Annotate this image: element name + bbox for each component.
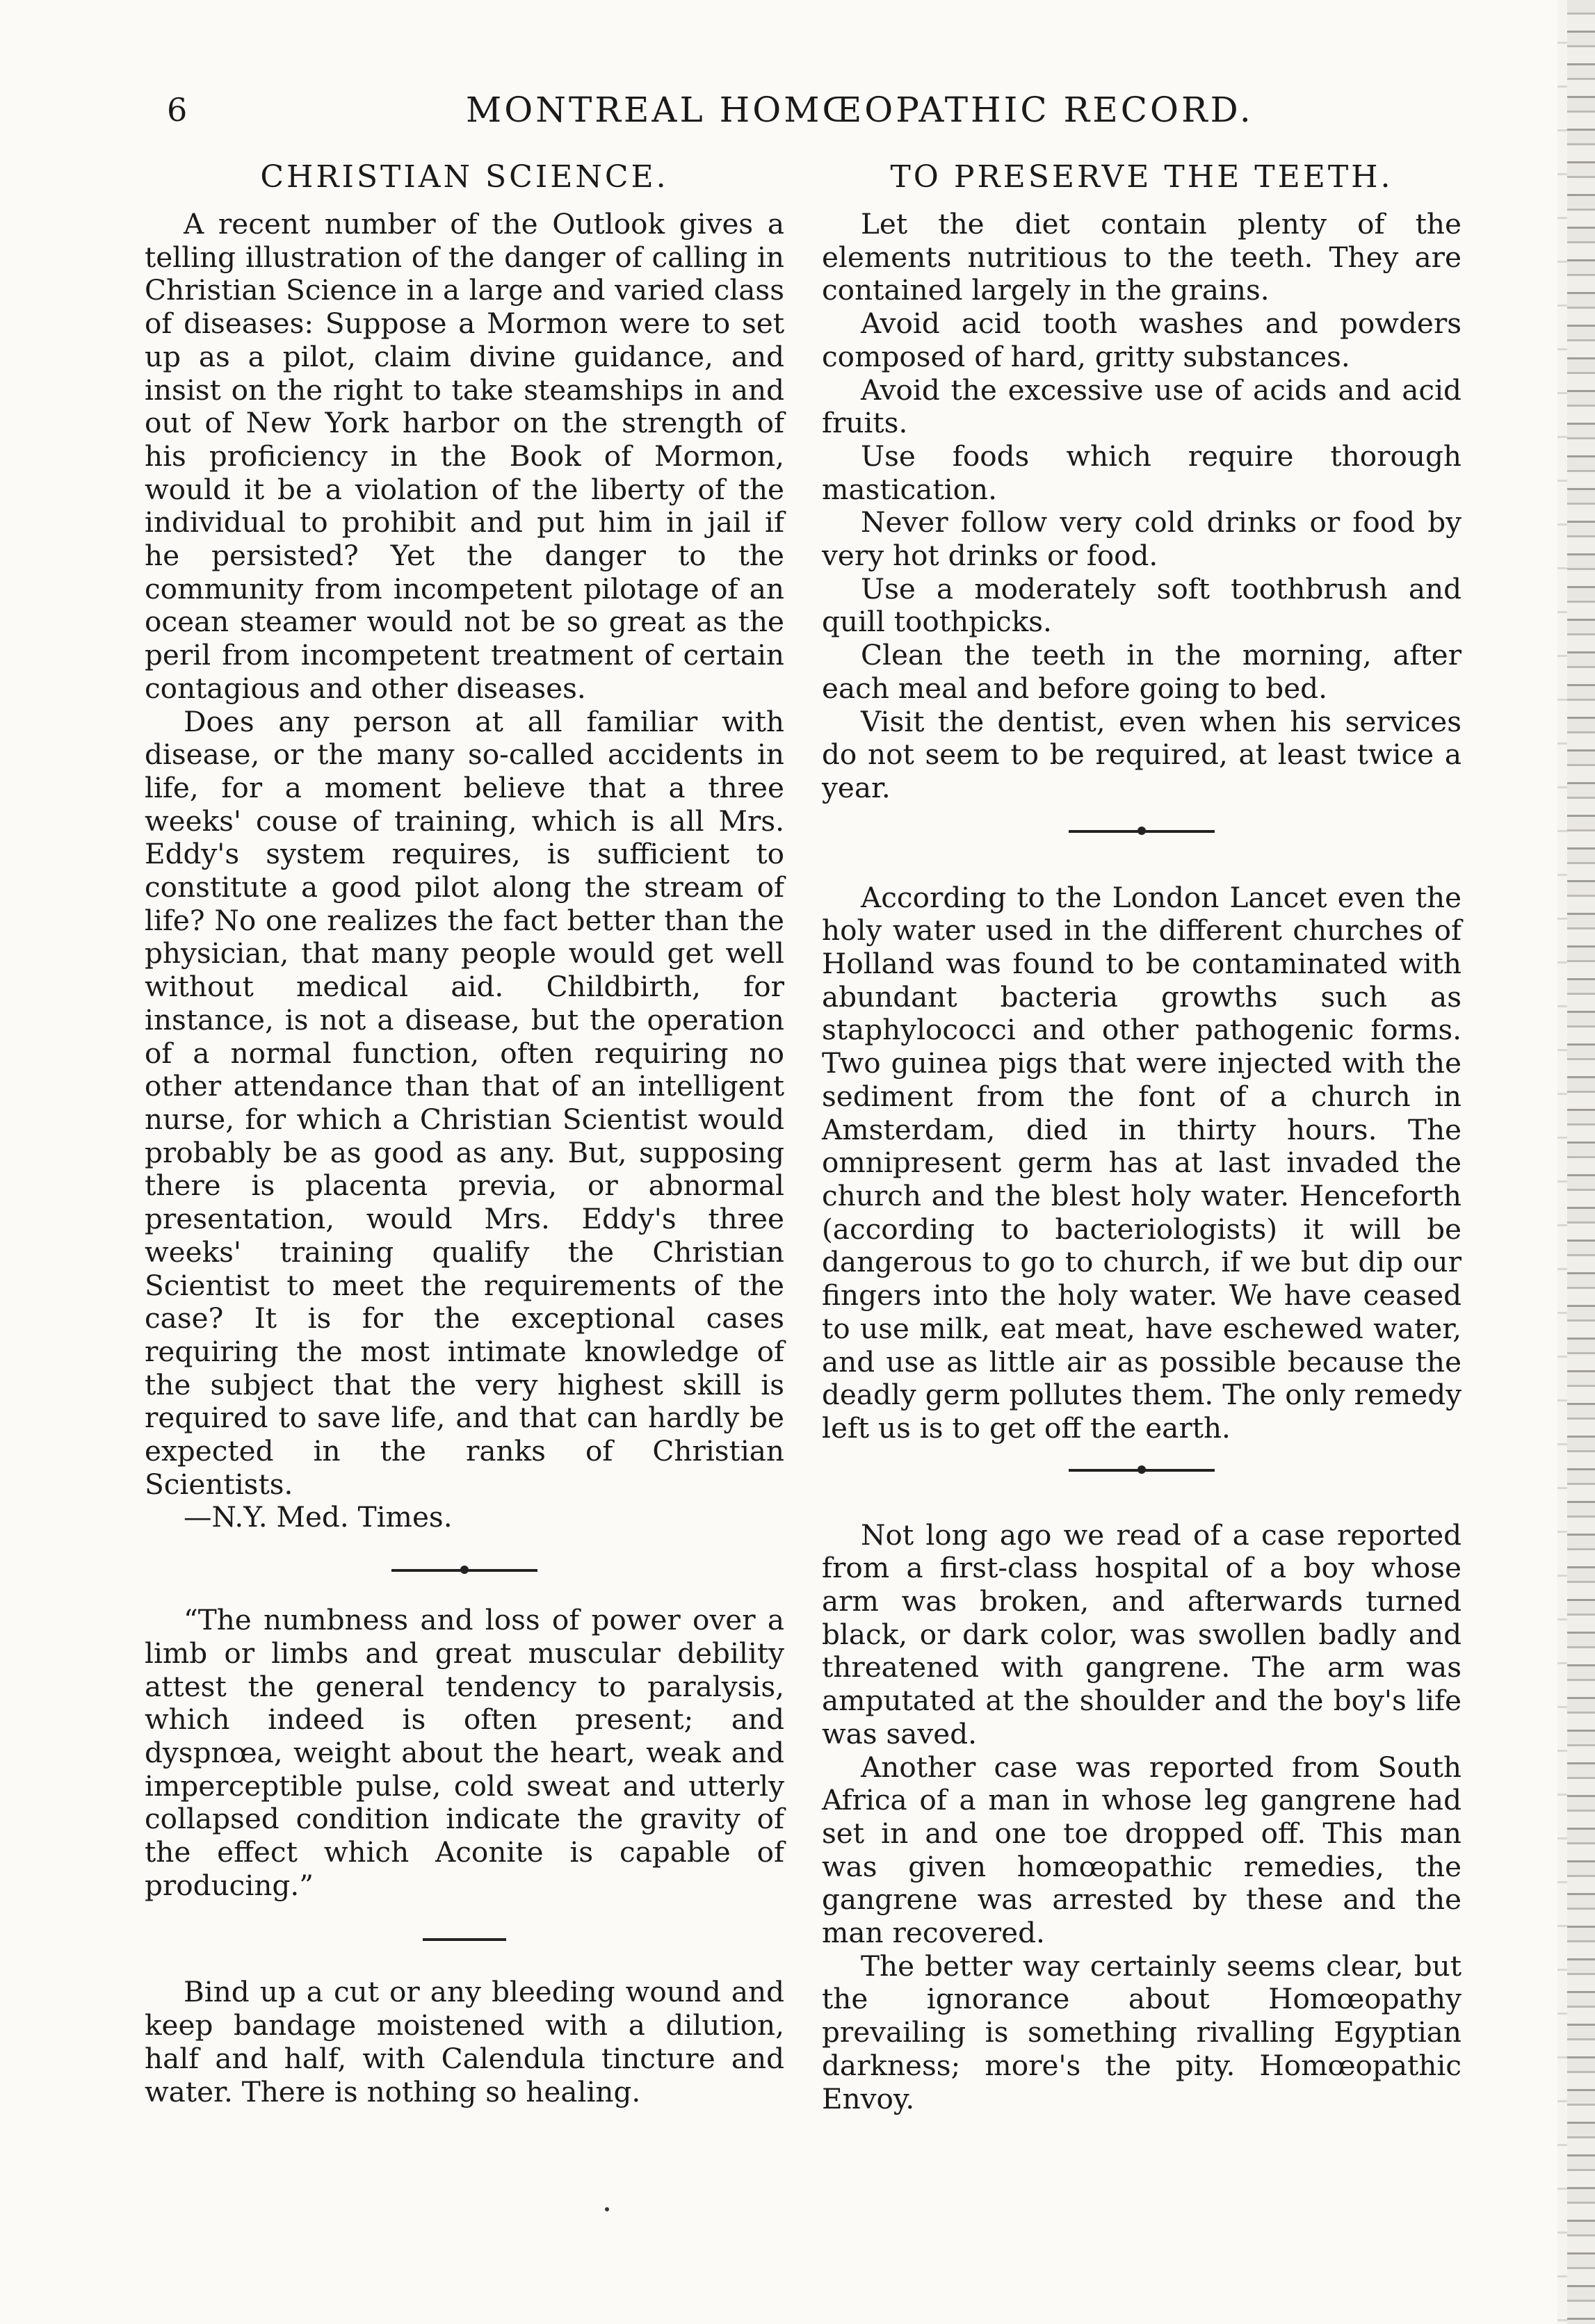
running-head (139, 89, 1453, 131)
bottom-print-mark (605, 2207, 609, 2211)
aconite-quote: “The numbness and loss of power over a limb or limbs and great muscular debility attest the general tendency to paralysis, which indeed is often present; and dyspnœa, weight about the heart, weak and imperceptible pulse, cold sweat and utterly collapsed condition indicate the gravity of the effect which Aconite is capable of producing.” (145, 1603, 784, 1902)
teeth-tip: Avoid acid tooth washes and powders composed of hard, gritty substances. (822, 307, 1462, 373)
teeth-tip: Let the diet contain plenty of the elements nutritious to the teeth. They are contained largely in the grains. (822, 207, 1462, 307)
scan-edge-artifact (1557, 0, 1567, 2324)
teeth-tip: Use foods which require thorough mastication. (822, 439, 1462, 506)
teeth-tip: Avoid the excessive use of acids and acid fruits. (822, 373, 1462, 440)
article-paragraph: A recent number of the Outlook gives a telling illustration of the danger of calling in Christian Science in a large and varied class of diseases: Suppose a Mormon were to set up as a pilot, claim divine guidance, and insist on the right to take steamships in and out of New York harbor on the strength of his proficiency in the Book of Mormon, would it be a violation of the liberty of the individual to prohibit and put him in jail if he persisted? Yet the danger to the community from incompetent pilotage of an ocean steamer would not be so great as the peril from incompetent treatment of certain contagious and other diseases. (145, 207, 784, 705)
article-paragraph: Does any person at all familiar with disease, or the many so-called accidents in life, for a moment believe that a three weeks' couse of training, which is all Mrs. Eddy's system requires, is sufficient to constitute a good pilot along the stream of life? No one realizes the fact better than the physician, that many people would get well without medical aid. Childbirth, for instance, is not a disease, but the operation of a normal function, often requiring no other attendance than that of an intelligent nurse, for which a Christian Scientist would probably be as good as any. But, supposing there is placenta previa, or abnormal presentation, would Mrs. Eddy's three weeks' training qualify the Christian Scientist to meet the requirements of the case? It is for the exceptional cases requiring the most intimate knowledge of the subject that the very highest skill is required to save life, and that can hardly be expected in the ranks of Christian Scientists. (145, 704, 784, 1501)
divider-dot (460, 1566, 469, 1574)
scan-edge-artifact (1567, 0, 1595, 2324)
article-title-christian-science: CHRISTIAN SCIENCE. (260, 159, 669, 195)
teeth-tip: Clean the teeth in the morning, after each meal and before going to bed. (822, 638, 1462, 705)
section-divider (391, 1569, 537, 1572)
section-divider (423, 1938, 506, 1941)
journal-title: MONTREAL HOMŒOPATHIC RECORD. (466, 90, 1254, 130)
gangrene-paragraph: Not long ago we read of a case reported from a first-class hospital of a boy whose arm was broken, and afterwards turned black, or dark color, was swollen badly and threatened with gangrene. The arm was amputated at the shoulder and the boy's life was saved. (822, 1518, 1462, 1750)
section-divider (1069, 1469, 1215, 1472)
page-number: 6 (167, 91, 188, 129)
section-divider (1069, 830, 1215, 833)
calendula-note: Bind up a cut or any bleeding wound and keep bandage moistened with a dilution, half and half, with Calendula tincture and water. There is nothing so healing. (145, 1975, 784, 2108)
teeth-tip: Visit the dentist, even when his services do not seem to be required, at least twice a year. (822, 704, 1462, 804)
article-source: —N.Y. Med. Times. (184, 1500, 453, 1534)
gangrene-paragraph: Another case was reported from South Africa of a man in whose leg gangrene had set in and one toe dropped off. This man was given homœopathic remedies, the gangrene was arrested by these and the man recovered. (822, 1750, 1462, 1950)
holy-water-article: According to the London Lancet even the holy water used in the different churches of Holland was found to be contaminated with abundant bacteria growths such as staphylococci and other pathogenic forms. Two guinea pigs that were injected with the sediment from the font of a church in Amsterdam, died in thirty hours. The omnipresent germ has at last invaded the church and the blest holy water. Henceforth (according to bacteriologists) it will be dangerous to go to church, if we but dip our fingers into the holy water. We have ceased to use milk, eat meat, have eschewed water, and use as little air as possible because the deadly germ pollutes them. The only remedy left us is to get off the earth. (822, 880, 1462, 1445)
teeth-tip: Never follow very cold drinks or food by very hot drinks or food. (822, 505, 1462, 573)
article-title-preserve-teeth: TO PRESERVE THE TEETH. (890, 159, 1393, 195)
divider-dot (1137, 827, 1146, 835)
left-column (145, 156, 784, 2108)
gangrene-paragraph: The better way certainly seems clear, but the ignorance about Homœopathy prevailing is something rivalling Egyptian darkness; more's the pity. Homœopathic Envoy. (822, 1949, 1462, 2115)
teeth-tip: Use a moderately soft toothbrush and quill toothpicks. (822, 571, 1462, 639)
right-column (822, 156, 1462, 2115)
divider-dot (1137, 1465, 1146, 1474)
